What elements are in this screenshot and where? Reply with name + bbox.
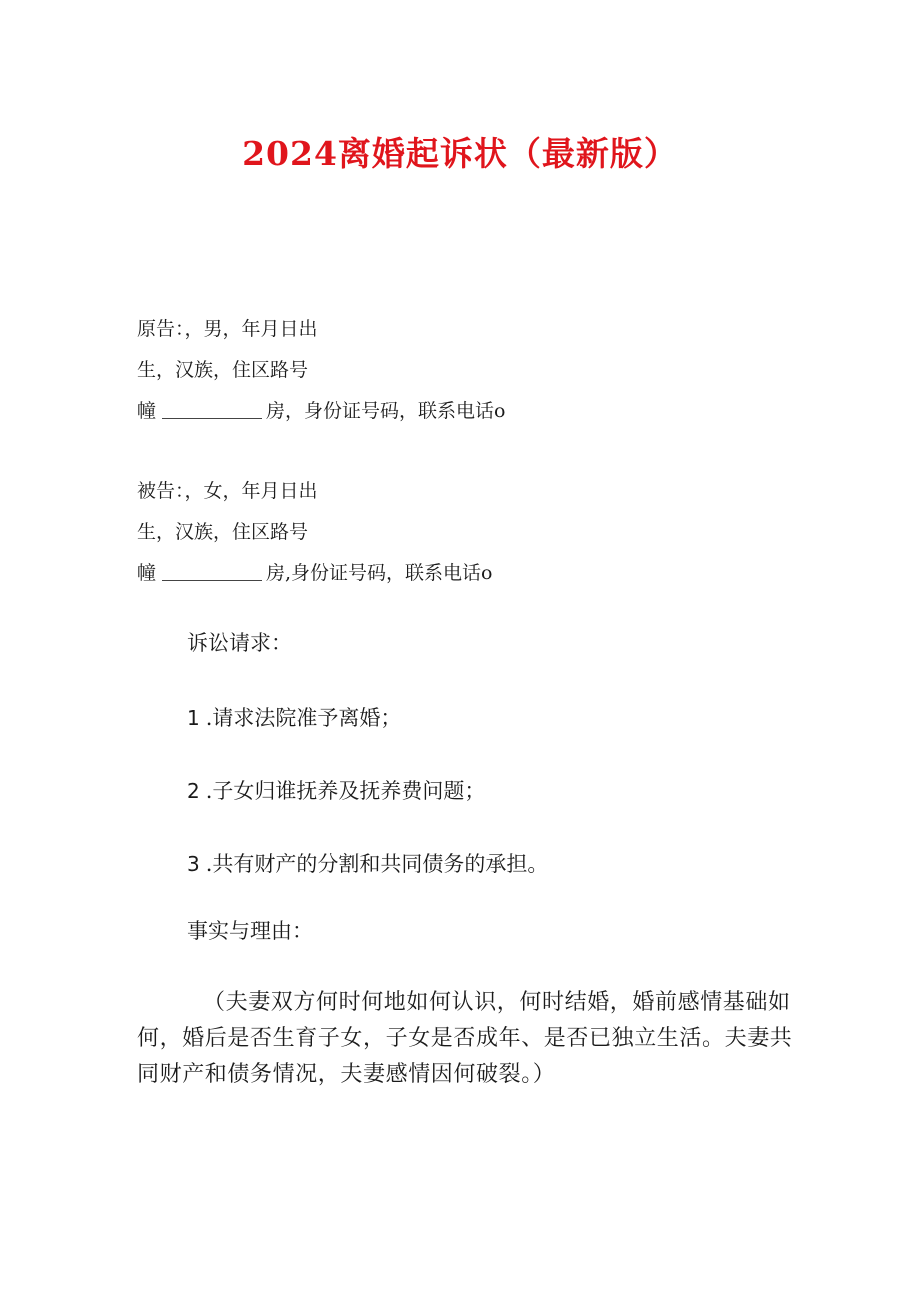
document-title: 2024离婚起诉状（最新版） [242,134,678,173]
plaintiff-building-blank [162,400,262,419]
plaintiff-building-label: 幢 [137,400,157,422]
claims-heading: 诉讼请求： [187,631,292,655]
defendant-building-label: 幢 [137,562,157,584]
plaintiff-line-1: 原告：，男，年月日出 [137,318,318,340]
plaintiff-contact-text: 房，身份证号码，联系电话o [266,400,506,422]
defendant-contact-text: 房,身份证号码，联系电话o [266,562,493,584]
claim-item-3 [187,848,548,878]
claim-item-2 [187,775,485,805]
defendant-line-2: 生，汉族，住区路号 [137,521,309,543]
facts-heading: 事实与理由： [187,919,313,943]
facts-body: （夫妻双方何时何地如何认识，何时结婚，婚前感情基础如何，婚后是否生育子女，子女是否成年、是否已独立生活。夫妻共同财产和债务情况，夫妻感情因何破裂。） [137,990,793,1087]
claim-item-1 [187,702,401,732]
claim-text: .请求法院准予离婚； [205,706,402,730]
plaintiff-line-3 [137,396,505,423]
claim-text: .共有财产的分割和共同债务的承担。 [205,852,549,876]
claim-number: 1 [187,706,200,730]
defendant-line-3 [137,558,493,585]
claim-number: 3 [187,852,200,876]
defendant-line-1: 被告：，女，年月日出 [137,480,318,502]
claim-number: 2 [187,779,200,803]
defendant-building-blank [162,562,262,581]
claim-text: .子女归谁抚养及抚养费问题； [205,779,486,803]
plaintiff-line-2: 生，汉族，住区路号 [137,359,309,381]
